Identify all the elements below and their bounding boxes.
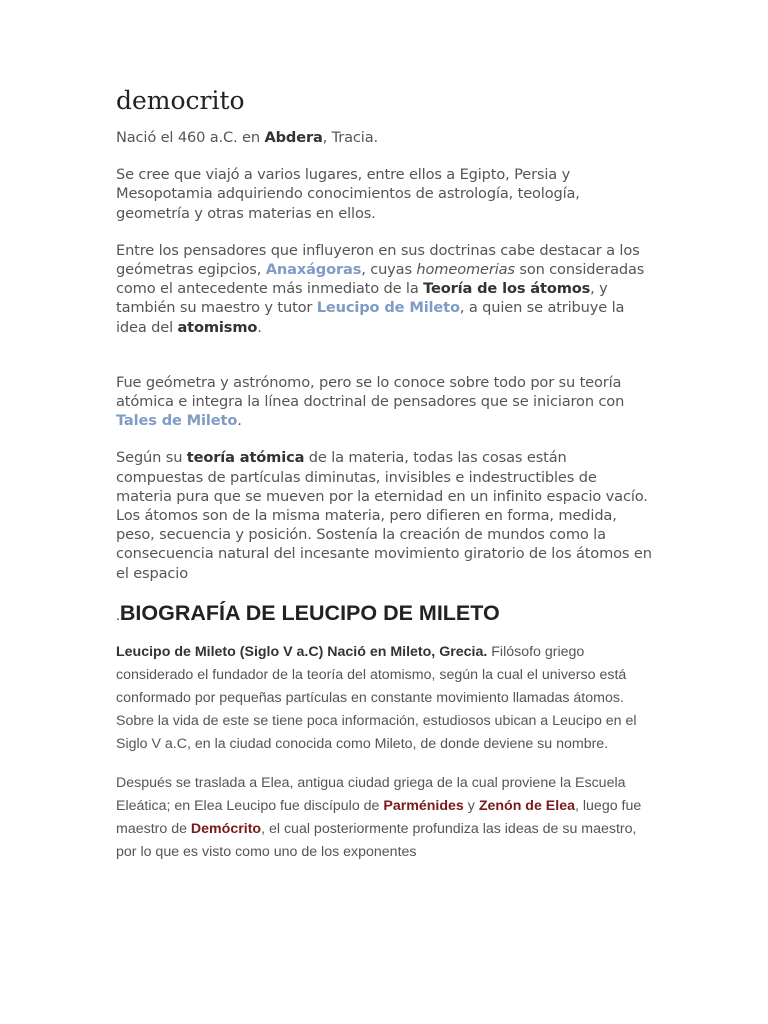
paragraph-travels: Se cree que viajó a varios lugares, entre ellos a Egipto, Persia y Mesopotamia adquiriendo conocimientos de astrología, teología, geometría y otras materias en ellos. xyxy=(116,166,580,222)
link-democrito[interactable]: Demócrito xyxy=(190,820,262,837)
link-tales[interactable]: Tales de Mileto xyxy=(116,412,238,430)
heading-dot: . xyxy=(116,606,120,623)
text: , el cual posteriormente profundiza las ideas de su maestro, por lo que es visto como uno de los exponentes xyxy=(116,820,637,860)
text: de la materia, todas las cosas están compuestas de partículas diminutas, invisibles e indestructibles de materia pura que se mueven por la eternidad en un infinito espacio vacío. Los átomos son de la misma materia, pero difieren en forma, medida, peso, secuencia y posición. Sostenía la creación de mundos como la consecuencia natural del incesante movimiento giratorio de los átomos en el espacio xyxy=(116,449,652,582)
paragraph-birth xyxy=(116,128,652,147)
text: , cuyas xyxy=(361,261,417,279)
text: Fue geómetra y astrónomo, pero se lo conoce sobre todo por su teoría atómica e integra la línea doctrinal de pensadores que se iniciaron con xyxy=(116,373,625,411)
text: Entre los pensadores que influyeron en sus doctrinas cabe destacar a los geómetras egipcios, xyxy=(116,241,640,279)
text: . xyxy=(237,412,242,430)
link-parmenides[interactable]: Parménides xyxy=(383,797,464,814)
text: Filósofo griego considerado el fundador de la teoría del atomismo, según la cual el universo está conformado por pequeñas partículas en constante movimiento llamadas átomos. Sobre la vida de este se tiene poca información, estudiosos ubican a Leucipo en el Siglo V a.C, en la ciudad conocida como Mileto, de donde deviene su nombre. xyxy=(116,643,637,752)
bold-intro: Leucipo de Mileto (Siglo V a.C) Nació en Mileto, Grecia. xyxy=(116,643,488,660)
paragraph-geometra xyxy=(116,373,652,431)
spacer xyxy=(116,355,652,373)
text: Según su xyxy=(116,449,187,467)
text: y xyxy=(463,797,479,814)
text: , Tracia. xyxy=(322,129,378,146)
link-zenon[interactable]: Zenón de Elea xyxy=(478,797,575,814)
bold-teoria-atomica: teoría atómica xyxy=(186,449,305,467)
bold-teoria-atomos: Teoría de los átomos xyxy=(423,280,591,298)
link-leucipo[interactable]: Leucipo de Mileto xyxy=(316,299,460,317)
bold-abdera: Abdera xyxy=(264,129,323,146)
italic-homeomerias: homeomerias xyxy=(416,261,515,279)
text: , luego fue maestro de xyxy=(116,797,642,837)
link-anaxagoras[interactable]: Anaxágoras xyxy=(265,261,362,279)
text: , y también su maestro y tutor xyxy=(116,280,608,317)
heading-text: BIOGRAFÍA DE LEUCIPO DE MILETO xyxy=(119,600,500,625)
text: Después se traslada a Elea, antigua ciudad griega de la cual proviene la Escuela Eleática; en Elea Leucipo fue discípulo de xyxy=(116,774,626,814)
paragraph-teoria-atomica xyxy=(116,448,652,582)
bold-atomismo: atomismo xyxy=(177,318,258,336)
paragraph-influences xyxy=(116,241,652,337)
section-heading xyxy=(116,601,652,627)
text: . xyxy=(257,318,262,336)
text: son consideradas como el antecedente más inmediato de la xyxy=(116,261,645,298)
text: Nació el 460 a.C. en xyxy=(116,129,265,146)
paragraph-bio-2 xyxy=(116,772,652,864)
paragraph-bio-1 xyxy=(116,641,652,756)
document-body xyxy=(116,86,652,880)
text: , a quien se atribuye la idea del xyxy=(116,299,625,336)
page-title: democrito xyxy=(116,86,245,115)
